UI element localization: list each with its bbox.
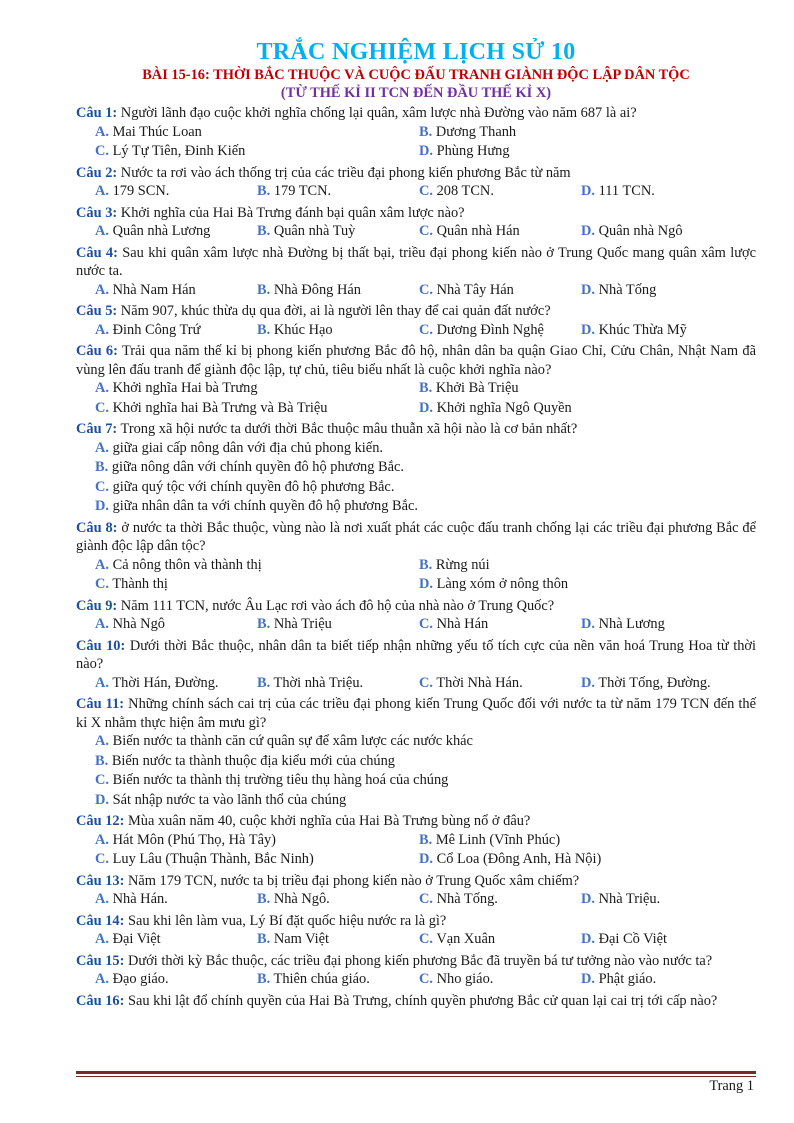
answer-option <box>419 321 581 341</box>
option-letter: D. <box>419 576 433 592</box>
option-text: Nhà Tống. <box>436 891 498 907</box>
option-text: giữa nông dân với chính quyền đô hộ phương Bắc. <box>111 459 405 475</box>
option-text: Nhà Đông Hán <box>273 281 361 298</box>
answer-option <box>419 890 581 910</box>
option-letter: A. <box>95 183 109 199</box>
option-letter: D. <box>581 674 595 691</box>
option-text: 179 TCN. <box>273 183 332 199</box>
option-letter: A. <box>95 674 109 691</box>
option-text: Nhà Triệu. <box>598 891 661 907</box>
page-number: Trang 1 <box>709 1078 754 1094</box>
answer-option <box>419 281 581 301</box>
option-text: Nhà Tây Hán <box>436 281 514 298</box>
option-text: 111 TCN. <box>598 183 655 199</box>
option-text: Nhà Lương <box>598 616 665 632</box>
question-number: Câu 1: <box>76 105 118 121</box>
option-letter: A. <box>95 556 109 573</box>
question-number: Câu 6: <box>76 343 118 359</box>
answer-option <box>95 478 756 498</box>
question-number: Câu 3: <box>76 204 118 221</box>
question-stem <box>76 952 756 971</box>
option-text: Biến nước ta thành thuộc địa kiểu mới của chúng <box>111 752 395 769</box>
answer-options <box>76 556 756 595</box>
answer-option <box>95 379 419 399</box>
answer-option <box>95 930 257 950</box>
option-text: Rừng núi <box>435 556 490 573</box>
option-text: Đại Việt <box>112 931 161 947</box>
option-text: Thời Tống, Đường. <box>598 674 711 691</box>
option-letter: A. <box>95 616 109 632</box>
answer-option <box>95 970 257 990</box>
question-number: Câu 2: <box>76 164 118 181</box>
question-stem <box>76 204 756 223</box>
option-letter: B. <box>95 459 109 475</box>
option-letter: B. <box>95 752 109 769</box>
answer-option <box>419 222 581 242</box>
answer-option <box>95 831 419 851</box>
answer-option <box>95 752 756 772</box>
question-stem <box>76 872 756 891</box>
question-stem <box>76 912 756 931</box>
answer-option <box>95 556 419 576</box>
question-stem <box>76 637 756 674</box>
option-letter: C. <box>95 772 109 788</box>
answer-options <box>76 439 756 517</box>
option-letter: D. <box>581 616 595 632</box>
option-letter: B. <box>257 281 271 298</box>
option-text: giữa giai cấp nông dân với địa chủ phong kiến. <box>112 439 383 456</box>
answer-options <box>76 674 756 694</box>
option-text: Đạo giáo. <box>112 971 169 987</box>
answer-option <box>581 615 756 635</box>
option-letter: C. <box>95 399 109 416</box>
option-letter: D. <box>581 223 595 239</box>
option-text: Cổ Loa (Đông Anh, Hà Nội) <box>436 851 602 867</box>
option-text: Khởi nghĩa hai Bà Trưng và Bà Triệu <box>112 399 328 416</box>
option-text: Dương Thanh <box>435 123 517 140</box>
question-item <box>76 912 756 950</box>
option-text: Thời Hán, Đường. <box>112 674 219 691</box>
option-letter: A. <box>95 223 109 239</box>
option-text: Nho giáo. <box>436 971 494 987</box>
option-text: Mai Thúc Loan <box>112 123 202 140</box>
answer-option <box>419 399 756 419</box>
answer-option <box>257 222 419 242</box>
answer-options <box>76 123 756 162</box>
answer-option <box>581 321 756 341</box>
option-text: Dương Đình Nghệ <box>436 321 544 338</box>
option-letter: B. <box>419 123 433 140</box>
question-item <box>76 164 756 202</box>
option-letter: C. <box>95 143 109 159</box>
answer-option <box>419 575 756 595</box>
option-text: Nhà Hán <box>436 616 489 632</box>
answer-option <box>95 791 756 811</box>
question-text: Khởi nghĩa của Hai Bà Trưng đánh bại quân xâm lược nào? <box>120 204 465 221</box>
answer-option <box>257 182 419 202</box>
question-stem <box>76 342 756 379</box>
option-text: Nhà Tống <box>598 281 657 298</box>
question-text: ở nước ta thời Bắc thuộc, vùng nào là nơi xuất phát các cuộc đấu tranh chống lại các triều đại phương Bắc để giành độc lập dân tộc? <box>76 519 757 554</box>
option-text: Quân nhà Lương <box>112 223 211 239</box>
answer-option <box>257 674 419 694</box>
answer-option <box>95 850 419 870</box>
option-letter: A. <box>95 733 109 749</box>
question-number: Câu 14: <box>76 912 125 929</box>
option-letter: C. <box>419 931 433 947</box>
answer-option <box>581 970 756 990</box>
option-text: Đinh Công Trứ <box>112 321 201 338</box>
option-letter: C. <box>95 576 109 592</box>
question-stem <box>76 695 756 732</box>
option-letter: A. <box>95 891 109 907</box>
answer-option <box>95 497 756 517</box>
question-list <box>76 104 756 1010</box>
answer-option <box>257 321 419 341</box>
answer-option <box>257 615 419 635</box>
option-letter: D. <box>581 971 595 987</box>
answer-option <box>257 970 419 990</box>
option-text: Sát nhập nước ta vào lãnh thổ của chúng <box>112 791 347 808</box>
option-text: Thời Nhà Hán. <box>436 674 523 691</box>
option-letter: B. <box>257 321 271 338</box>
answer-option <box>581 674 756 694</box>
option-text: Quân nhà Tuỳ <box>273 223 356 239</box>
option-letter: D. <box>419 143 433 159</box>
option-text: Nhà Triệu <box>273 616 332 632</box>
answer-option <box>95 222 257 242</box>
question-number: Câu 4: <box>76 244 118 261</box>
question-number: Câu 8: <box>76 519 118 536</box>
answer-option <box>95 674 257 694</box>
option-letter: B. <box>419 556 433 573</box>
option-letter: D. <box>95 791 109 808</box>
answer-option <box>581 182 756 202</box>
option-text: Khởi Bà Triệu <box>435 380 519 396</box>
option-text: giữa nhân dân ta với chính quyền đô hộ phương Bắc. <box>112 498 418 514</box>
option-text: 179 SCN. <box>112 183 170 199</box>
answer-option <box>95 439 756 459</box>
answer-options <box>76 970 756 990</box>
question-number: Câu 7: <box>76 421 118 437</box>
option-text: Lý Tự Tiên, Đinh Kiến <box>112 143 246 159</box>
option-letter: C. <box>419 321 433 338</box>
answer-option <box>419 182 581 202</box>
option-letter: A. <box>95 439 109 456</box>
option-text: Làng xóm ở nông thôn <box>436 576 569 592</box>
option-text: Cả nông thôn và thành thị <box>112 556 262 573</box>
answer-option <box>581 890 756 910</box>
option-letter: A. <box>95 380 109 396</box>
option-letter: C. <box>419 183 433 199</box>
answer-options <box>76 379 756 418</box>
answer-option <box>257 890 419 910</box>
answer-option <box>581 930 756 950</box>
question-item <box>76 597 756 635</box>
option-letter: C. <box>419 281 433 298</box>
option-text: Phật giáo. <box>598 971 657 987</box>
option-letter: B. <box>257 616 271 632</box>
option-letter: A. <box>95 321 109 338</box>
option-text: Đại Cồ Việt <box>598 931 668 947</box>
answer-options <box>76 281 756 301</box>
question-text: Sau khi quân xâm lược nhà Đường bị thất bại, triều đại phong kiến nào ở Trung Quốc mang quân xâm lược nước ta. <box>76 244 756 279</box>
question-stem <box>76 164 756 183</box>
lesson-subtitle: BÀI 15-16: THỜI BẮC THUỘC VÀ CUỘC ĐẤU TRANH GIÀNH ĐỘC LẬP DÂN TỘC <box>142 67 690 83</box>
option-letter: B. <box>257 891 271 907</box>
question-item <box>76 872 756 910</box>
question-item <box>76 992 756 1011</box>
option-letter: B. <box>257 223 271 239</box>
option-text: Biến nước ta thành căn cứ quân sự để xâm lược các nước khác <box>112 733 473 749</box>
question-item <box>76 302 756 340</box>
option-letter: C. <box>419 223 433 239</box>
answer-options <box>76 615 756 635</box>
answer-option <box>419 674 581 694</box>
question-item <box>76 952 756 990</box>
answer-option <box>95 321 257 341</box>
question-item <box>76 204 756 242</box>
question-item <box>76 812 756 870</box>
question-stem <box>76 104 756 123</box>
option-text: Nhà Ngô. <box>273 891 330 907</box>
option-letter: C. <box>419 891 433 907</box>
answer-option <box>257 281 419 301</box>
option-text: Khởi nghĩa Hai bà Trưng <box>112 380 258 396</box>
question-text: Dưới thời Bắc thuộc, nhân dân ta biết tiếp nhận những yếu tố tích cực của nền văn hoá Trung Hoa từ thời nào? <box>76 637 756 672</box>
question-number: Câu 12: <box>76 813 125 829</box>
answer-option <box>95 575 419 595</box>
question-stem <box>76 244 756 281</box>
question-number: Câu 16: <box>76 992 125 1009</box>
option-text: Nhà Hán. <box>112 891 168 907</box>
option-text: Thiên chúa giáo. <box>273 971 370 987</box>
answer-option <box>419 142 756 162</box>
option-text: Thời nhà Triệu. <box>273 674 364 691</box>
option-letter: C. <box>95 851 109 867</box>
question-item <box>76 519 756 595</box>
answer-option <box>95 771 756 791</box>
question-number: Câu 5: <box>76 303 118 319</box>
option-text: Biến nước ta thành thị trường tiêu thụ hàng hoá của chúng <box>112 772 449 788</box>
option-letter: A. <box>95 831 109 848</box>
answer-option <box>419 123 756 143</box>
option-letter: D. <box>581 281 595 298</box>
option-text: Khúc Hạo <box>273 321 333 338</box>
question-item <box>76 244 756 301</box>
question-text: Nước ta rơi vào ách thống trị của các triều đại phong kiến phương Bắc từ năm <box>120 164 571 181</box>
question-number: Câu 9: <box>76 597 118 614</box>
option-text: Hát Môn (Phú Thọ, Hà Tây) <box>112 831 276 848</box>
question-text: Trong xã hội nước ta dưới thời Bắc thuộc mâu thuẫn xã hội nào là cơ bản nhất? <box>120 421 578 437</box>
question-stem <box>76 519 756 556</box>
answer-options <box>76 930 756 950</box>
question-number: Câu 10: <box>76 637 126 654</box>
option-letter: D. <box>95 498 109 514</box>
question-text: Năm 111 TCN, nước Âu Lạc rơi vào ách đô hộ của nhà nào ở Trung Quốc? <box>120 597 555 614</box>
answer-option <box>419 556 756 576</box>
option-letter: D. <box>419 851 433 867</box>
option-letter: D. <box>581 891 595 907</box>
option-letter: A. <box>95 971 109 987</box>
option-text: Vạn Xuân <box>436 931 496 947</box>
answer-option <box>95 458 756 478</box>
answer-option <box>95 142 419 162</box>
answer-options <box>76 732 756 810</box>
option-letter: C. <box>95 478 109 495</box>
question-text: Trải qua năm thế kỉ bị phong kiến phương Bắc đô hộ, nhân dân ba quận Giao Chỉ, Cửu Chân, Nhật Nam đã vùng lên đấu tranh để giành độc lập, tự chủ, tiêu biểu nhất là cuộc khởi nghĩa nào? <box>76 343 756 378</box>
answer-option <box>95 890 257 910</box>
question-stem <box>76 420 756 439</box>
footer-rule-thin <box>76 1076 756 1077</box>
question-text: Sau khi lật đổ chính quyền của Hai Bà Trưng, chính quyền phương Bắc cử quan lại cai trị tới cấp nào? <box>127 992 718 1009</box>
answer-options <box>76 182 756 202</box>
option-text: Nhà Ngô <box>112 616 165 632</box>
answer-options <box>76 222 756 242</box>
option-letter: D. <box>419 399 433 416</box>
page <box>76 38 756 1010</box>
page-title: TRẮC NGHIỆM LỊCH SỬ 10 <box>256 39 576 65</box>
period-subtitle: (TỪ THẾ KỈ II TCN ĐẾN ĐẦU THẾ KỈ X) <box>280 85 552 101</box>
option-text: Khúc Thừa Mỹ <box>598 321 687 338</box>
answer-option <box>419 615 581 635</box>
option-letter: B. <box>257 931 271 947</box>
question-number: Câu 13: <box>76 872 125 889</box>
option-letter: B. <box>257 183 271 199</box>
answer-option <box>419 379 756 399</box>
answer-option <box>581 222 756 242</box>
option-letter: C. <box>419 971 433 987</box>
option-letter: C. <box>419 674 433 691</box>
question-text: Dưới thời kỳ Bắc thuộc, các triều đại phong kiến phương Bắc đã truyền bá tư tưởng nào vào nước ta? <box>127 952 713 969</box>
answer-option <box>581 281 756 301</box>
option-text: Nhà Nam Hán <box>112 281 196 298</box>
question-number: Câu 15: <box>76 952 125 969</box>
footer-rule-thick <box>76 1071 756 1074</box>
option-text: 208 TCN. <box>436 183 494 199</box>
option-letter: D. <box>581 931 595 947</box>
question-text: Người lãnh đạo cuộc khởi nghĩa chống lại quân, xâm lược nhà Đường vào năm 687 là ai? <box>120 105 637 121</box>
question-number: Câu 11: <box>76 696 125 712</box>
question-stem <box>76 992 756 1011</box>
option-text: Phùng Hưng <box>436 143 510 159</box>
answer-option <box>95 182 257 202</box>
answer-option <box>95 123 419 143</box>
question-stem <box>76 812 756 831</box>
question-text: Sau khi lên làm vua, Lý Bí đặt quốc hiệu nước ra là gì? <box>127 912 447 929</box>
answer-option <box>257 930 419 950</box>
option-letter: B. <box>257 674 271 691</box>
answer-option <box>419 970 581 990</box>
option-letter: A. <box>95 281 109 298</box>
answer-option <box>95 281 257 301</box>
answer-option <box>95 732 756 752</box>
answer-option <box>95 399 419 419</box>
question-text: Năm 907, khúc thừa dụ qua đời, ai là người lên thay để cai quản đất nước? <box>120 303 551 319</box>
option-text: Quân nhà Hán <box>436 223 520 239</box>
question-text: Những chính sách cai trị của các triều đại phong kiến Trung Quốc đối với nước ta từ năm 179 TCN đến thế kỉ X nhằm thực hiện âm mưu gì? <box>76 696 757 731</box>
question-item <box>76 420 756 517</box>
question-item <box>76 104 756 162</box>
answer-option <box>419 831 756 851</box>
answer-options <box>76 831 756 870</box>
question-text: Mùa xuân năm 40, cuộc khởi nghĩa của Hai Bà Trưng bùng nổ ở đâu? <box>127 813 531 829</box>
option-letter: D. <box>581 321 595 338</box>
question-item <box>76 637 756 694</box>
answer-options <box>76 321 756 341</box>
option-text: Khởi nghĩa Ngô Quyền <box>436 399 572 416</box>
option-text: giữa quý tộc với chính quyền đô hộ phương Bắc. <box>112 478 395 495</box>
answer-option <box>419 850 756 870</box>
question-item <box>76 695 756 810</box>
option-letter: A. <box>95 123 109 140</box>
answer-option <box>95 615 257 635</box>
option-letter: B. <box>257 971 271 987</box>
option-text: Thành thị <box>112 576 168 592</box>
option-text: Quân nhà Ngô <box>598 223 683 239</box>
question-text: Năm 179 TCN, nước ta bị triều đại phong kiến nào ở Trung Quốc xâm chiếm? <box>127 872 580 889</box>
option-letter: C. <box>419 616 433 632</box>
option-letter: B. <box>419 831 433 848</box>
option-text: Luy Lâu (Thuận Thành, Bắc Ninh) <box>112 851 314 867</box>
option-letter: A. <box>95 931 109 947</box>
option-text: Mê Linh (Vĩnh Phúc) <box>435 831 561 848</box>
question-stem <box>76 302 756 321</box>
option-text: Nam Việt <box>273 931 330 947</box>
question-item <box>76 342 756 418</box>
answer-option <box>419 930 581 950</box>
option-letter: D. <box>581 183 595 199</box>
answer-options <box>76 890 756 910</box>
question-stem <box>76 597 756 616</box>
option-letter: B. <box>419 380 433 396</box>
